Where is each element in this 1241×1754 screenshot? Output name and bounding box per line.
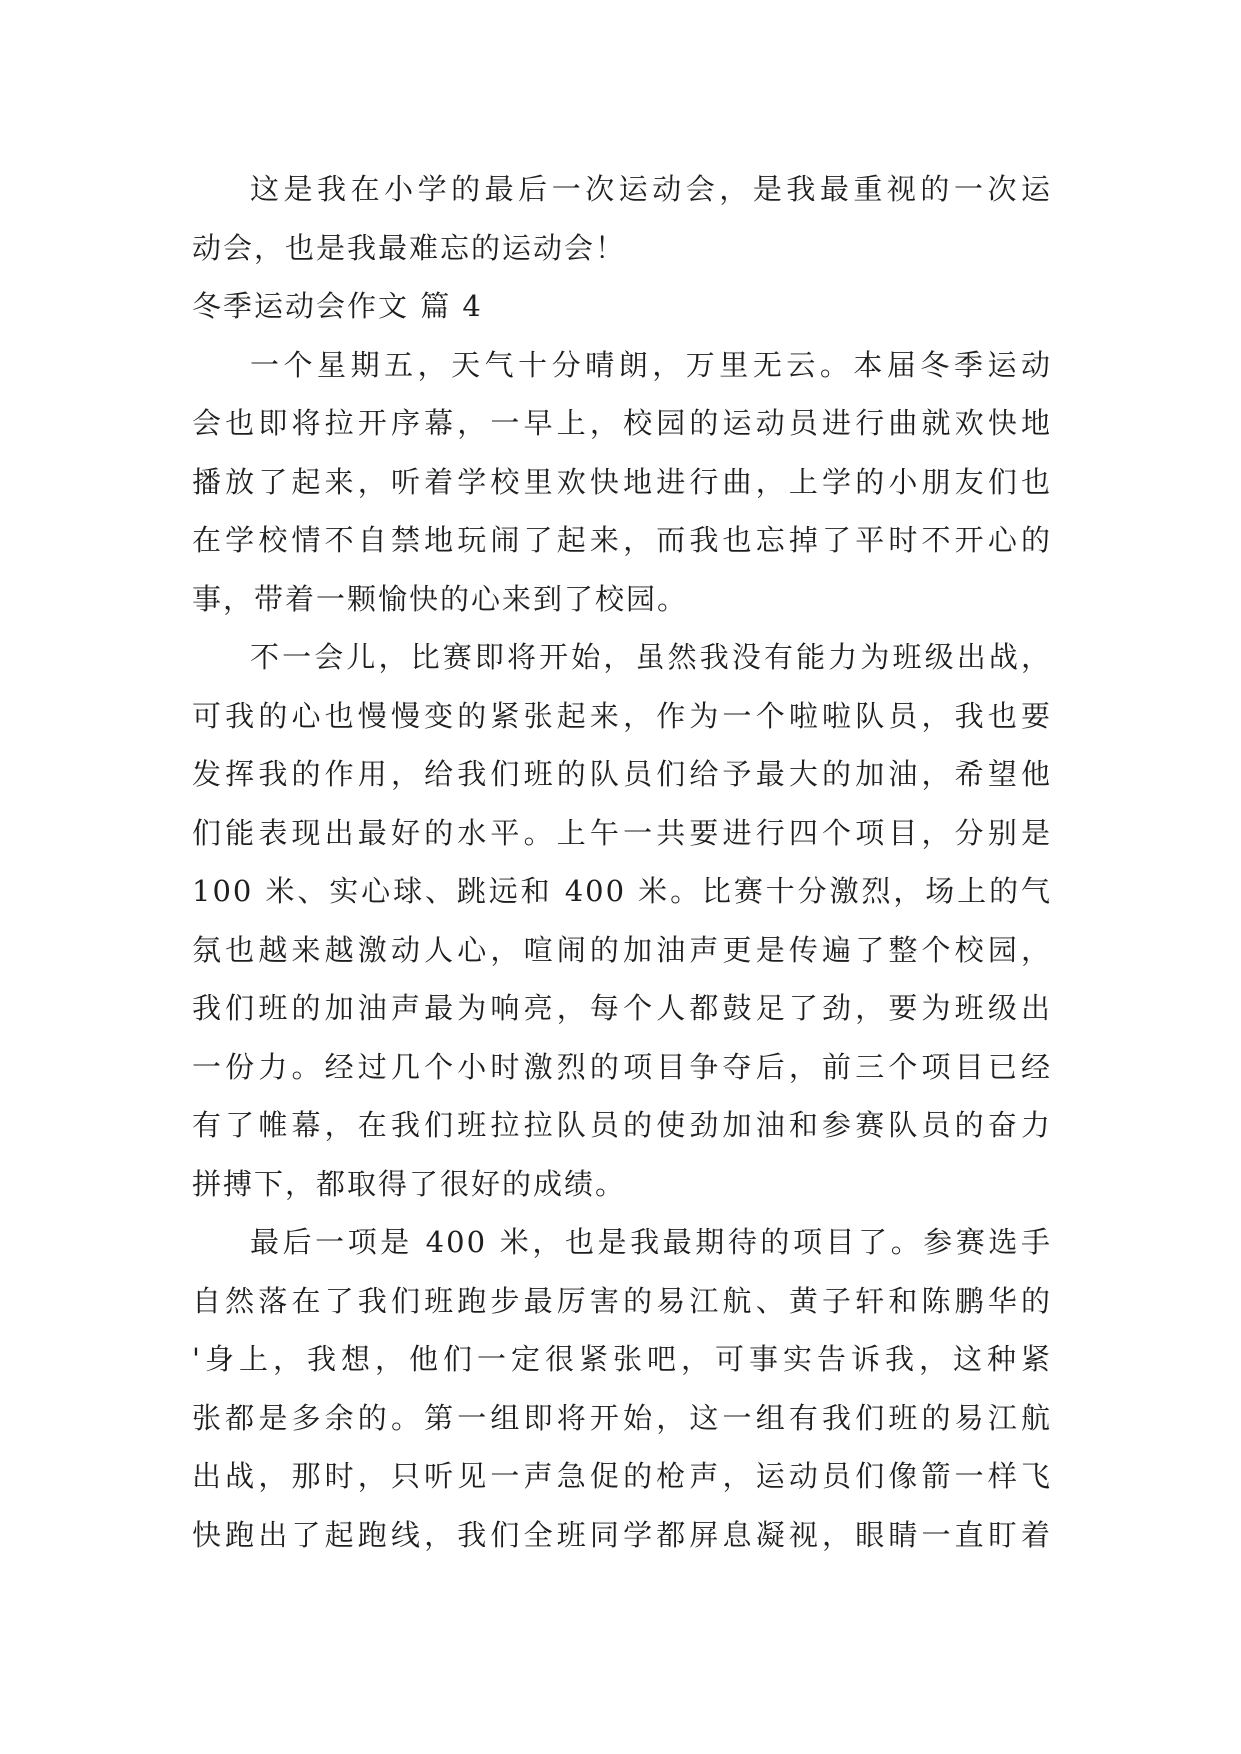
section-heading xyxy=(192,277,1052,336)
text-line: 一份力。经过几个小时激烈的项目争夺后，前三个项目已经 xyxy=(192,1049,1052,1084)
paragraph-competition xyxy=(192,628,1052,1213)
text-line: 会也即将拉开序幕，一早上，校园的运动员进行曲就欢快地 xyxy=(192,406,1052,440)
text-line: 氛也越来越激动人心，喧闹的加油声更是传遍了整个校园， xyxy=(192,932,1052,967)
document-page xyxy=(192,160,1052,1564)
text-line: 事，带着一颗愉快的心来到了校园。 xyxy=(192,581,689,616)
text-line: 快跑出了起跑线，我们全班同学都屏息凝视，眼睛一直盯着 xyxy=(192,1517,1052,1552)
text-line: 发挥我的作用，给我们班的队员们给予最大的加油，希望他 xyxy=(192,757,1052,791)
text-line: 最后一项是 400 米，也是我最期待的项目了。参赛选手 xyxy=(250,1225,1052,1259)
text-line: 动会，也是我最难忘的运动会！ xyxy=(192,230,627,265)
text-line: 有了帷幕，在我们班拉拉队员的使劲加油和参赛队员的奋力 xyxy=(192,1108,1052,1142)
paragraph-final-race xyxy=(192,1213,1052,1564)
text-line: 拼搏下，都取得了很好的成绩。 xyxy=(192,1166,627,1201)
text-line: 张都是多余的。第一组即将开始，这一组有我们班的易江航 xyxy=(192,1400,1052,1435)
text-line: 不一会儿，比赛即将开始，虽然我没有能力为班级出战， xyxy=(250,640,1052,674)
text-line: 在学校情不自禁地玩闹了起来，而我也忘掉了平时不开心的 xyxy=(192,523,1052,557)
paragraph-intro xyxy=(192,336,1052,629)
text-line: 可我的心也慢慢变的紧张起来，作为一个啦啦队员，我也要 xyxy=(192,698,1052,733)
text-line: 们能表现出最好的水平。上午一共要进行四个项目，分别是 xyxy=(192,815,1052,850)
paragraph-closing xyxy=(192,160,1052,277)
text-line: 100 米、实心球、跳远和 400 米。比赛十分激烈，场上的气 xyxy=(192,874,1052,908)
text-line: '身上，我想，他们一定很紧张吧，可事实告诉我，这种紧 xyxy=(192,1342,1052,1376)
text-line: 我们班的加油声最为响亮，每个人都鼓足了劲，要为班级出 xyxy=(192,991,1052,1025)
heading-text: 冬季运动会作文 篇 4 xyxy=(192,289,483,323)
text-line: 这是我在小学的最后一次运动会，是我最重视的一次运 xyxy=(250,172,1052,206)
text-line: 播放了起来，听着学校里欢快地进行曲，上学的小朋友们也 xyxy=(192,464,1052,499)
text-line: 一个星期五，天气十分晴朗，万里无云。本届冬季运动 xyxy=(250,347,1052,382)
text-line: 自然落在了我们班跑步最厉害的易江航、黄子轩和陈鹏华的 xyxy=(192,1283,1052,1318)
text-line: 出战，那时，只听见一声急促的枪声，运动员们像箭一样飞 xyxy=(192,1459,1052,1493)
